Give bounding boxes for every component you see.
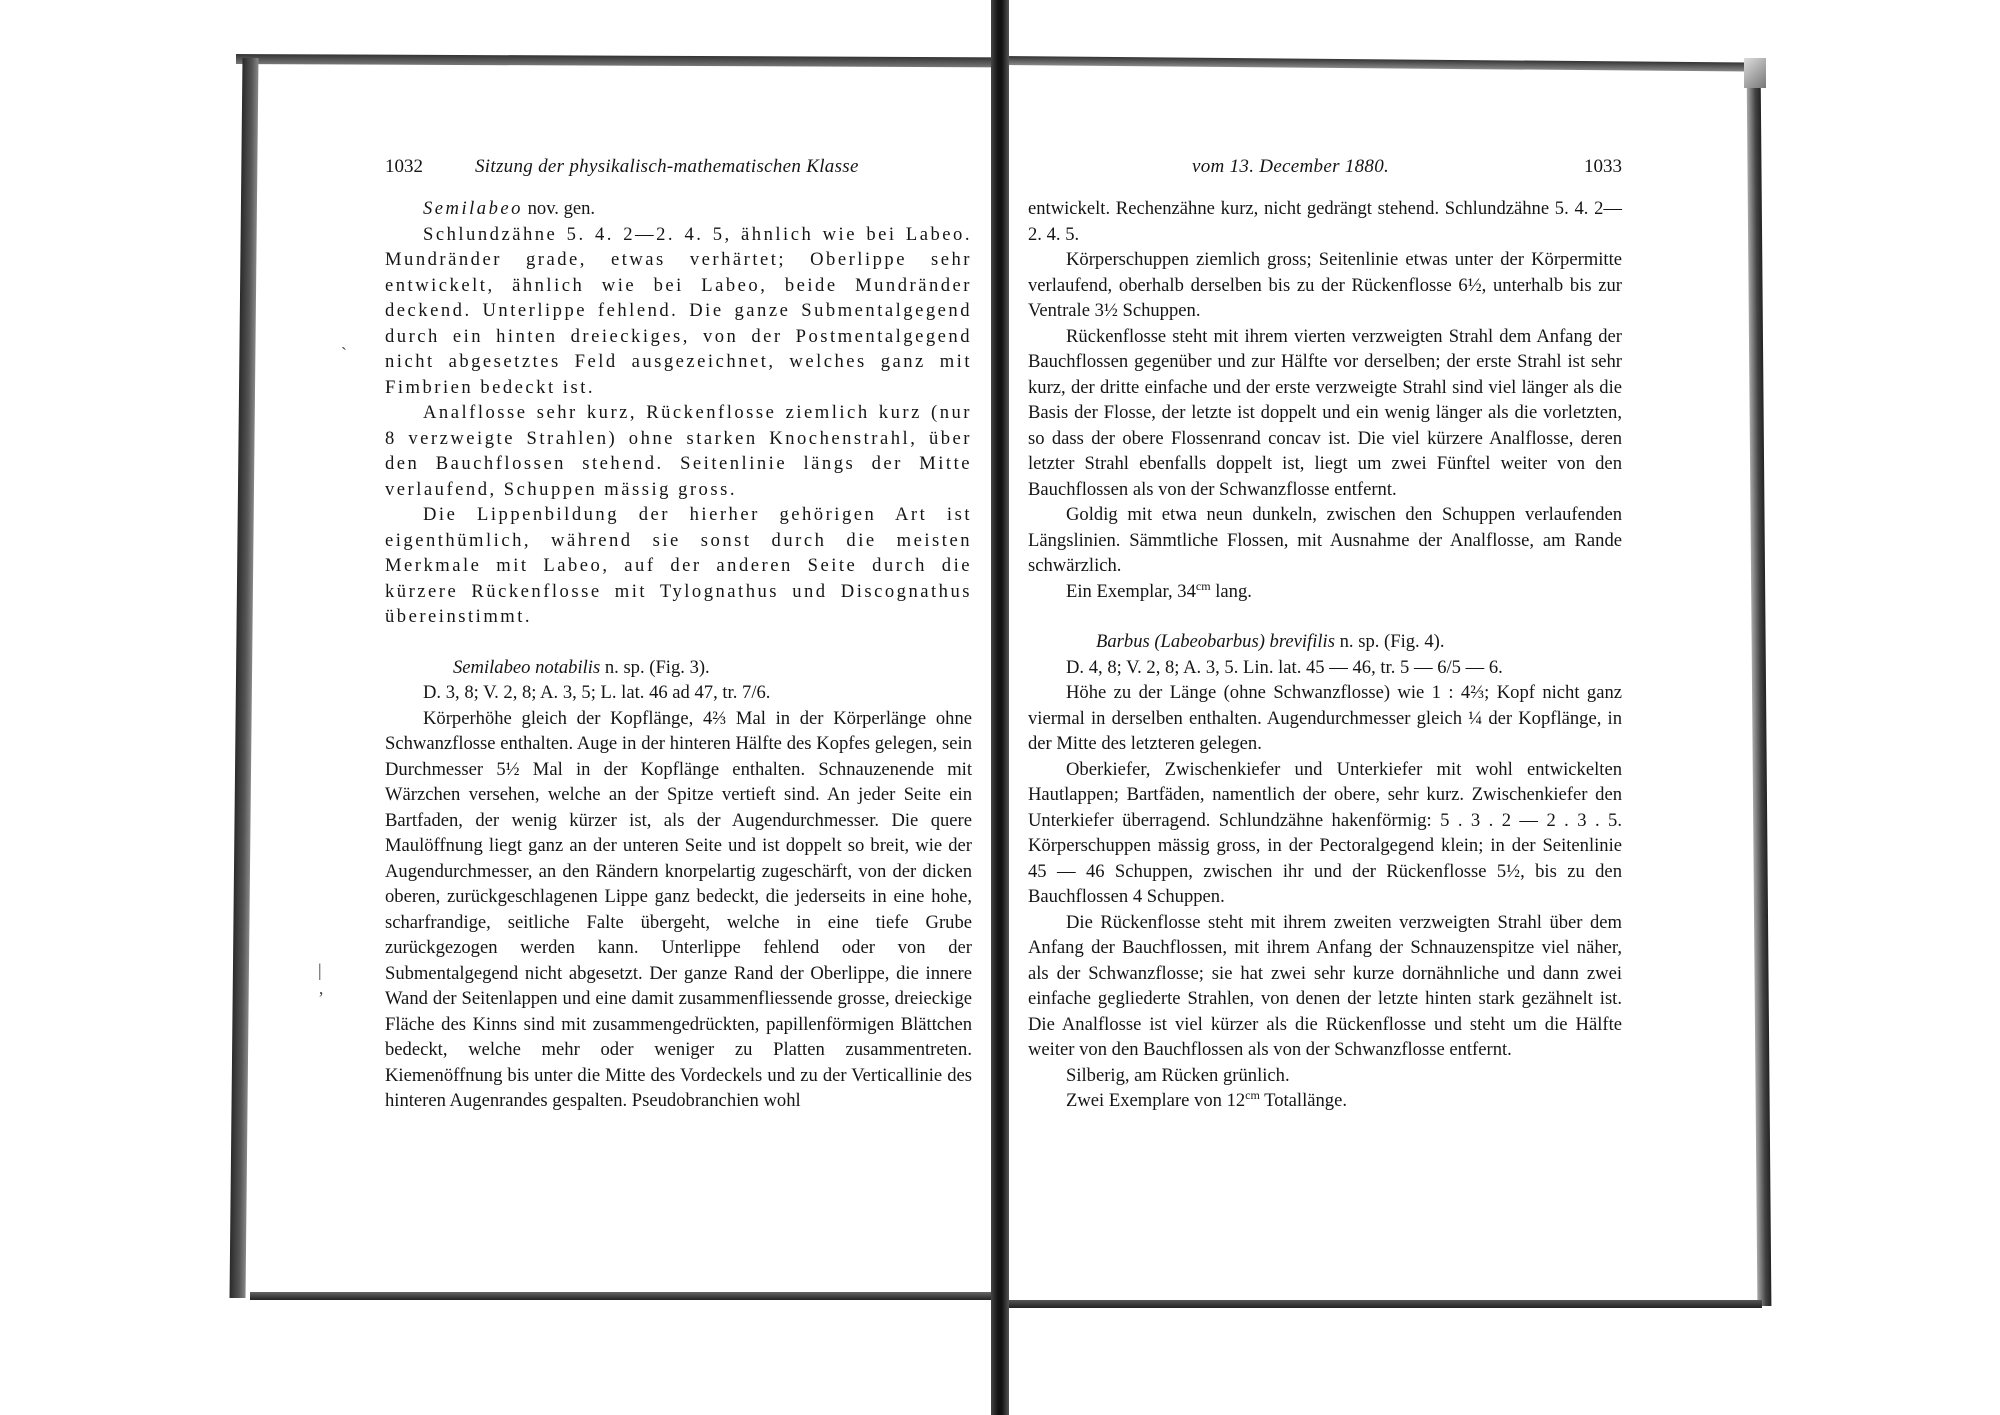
right-page-header xyxy=(1028,156,1622,196)
scales-paragraph: Körperschuppen ziemlich gross; Seitenlinie etwas unter der Körpermitte verlaufend, oberhalb derselben bis zu der Rückenflosse 6½, unterhalb bis zur Ventrale 3½ Schuppen. xyxy=(1028,249,1622,321)
species-description: Körperhöhe gleich der Kopflänge, 4⅔ Mal in der Körperlänge ohne Schwanzflosse enthalten. Auge in der hinteren Hälfte des Kopfes gelegen, sein Durchmesser 5½ Mal in der Kopflänge enthalten. Schnauzenende mit Wärzchen versehen, welche an der Spitze vertieft sind. An jeder Seite ein Bartfaden, der wenig kürzer ist, als der Augendurchmesser. Die quere Maulöffnung liegt ganz an der unteren Seite und ist doppelt so breit, wie der Augendurchmesser, an den Rändern knorpelartig zugeschärft, von der dicken oberen, zurückgeschlagenen Lippe ganz bedeckt, die jederseits in eine hohe, scharfrandige, seitliche Falte übergeht, welche in eine tiefe Grube zurückgezogen werden kann. Unterlippe fehlend oder von der Submentalgegend nicht abgesetzt. Der ganze Rand der Oberlippe, die innere Wand der Seitenlappen und eine damit zusammenfliessende grosse, dreieckige Fläche des Kinns sind mit zusammengedrückten, papillenförmigen Blättchen bedeckt, welche mehr oder weniger zu Platten zusammentreten. Kiemenöffnung bis unter die Mitte des Vordeckels und zu der Verticallinie des hinteren Augenrandes gespalten. Pseudobranchien wohl xyxy=(385,707,972,1111)
left-page xyxy=(385,156,972,1114)
page-number: 1032 xyxy=(385,156,423,177)
species-name: Barbus (Labeobarbus) brevifilis xyxy=(1096,631,1335,652)
book-edge-bottom-right xyxy=(1002,1300,1762,1308)
specimens-suffix: Totallänge. xyxy=(1259,1090,1348,1111)
margin-mark: ˎ xyxy=(341,330,347,350)
right-page xyxy=(1028,156,1622,1114)
fins-paragraph: Die Rückenflosse steht mit ihrem zweiten verzweigten Strahl über dem Anfang der Bauchflossen, mit ihrem Anfang der Schnauzenspitze viel näher, als der Schwanzflosse; sie hat zwei sehr kurze dornähnliche und dann zwei einfache gegliederte Strahlen, von denen der letzte hinten stark gezähnelt ist. Die Analflosse ist viel kürzer als die Rückenflosse und steht um die Hälfte weiter von den Bauchflossen als von der Schwanzflosse entfernt. xyxy=(1028,911,1622,1060)
specimen-text: Ein Exemplar, 34 xyxy=(1066,580,1196,602)
species-status: n. sp. (Fig. 3). xyxy=(600,656,710,678)
book-edge-left xyxy=(230,58,259,1298)
page-corner-fold xyxy=(1744,58,1766,88)
coloration-paragraph: Goldig mit etwa neun dunkeln, zwischen den Schuppen verlaufenden Längslinien. Sämmtliche Flossen, mit Ausnahme der Analflosse, am Rande schwärzlich. xyxy=(1028,504,1622,576)
specimens-text: Zwei Exemplare von 12 xyxy=(1066,1090,1246,1111)
book-edge-top-left xyxy=(236,54,1002,67)
species-status: n. sp. (Fig. 4). xyxy=(1334,631,1445,652)
running-title: Sitzung der physikalisch-mathematischen Klasse xyxy=(475,156,859,177)
species-heading xyxy=(385,655,972,681)
fin-formula: D. 3, 8; V. 2, 8; A. 3, 5; L. lat. 46 ad 47, tr. 7/6. xyxy=(423,682,771,703)
specimens-unit: cm xyxy=(1245,1087,1260,1102)
left-page-header xyxy=(385,156,972,196)
page-number: 1033 xyxy=(1584,156,1622,177)
section-gap xyxy=(1028,604,1622,629)
specimen-unit: cm xyxy=(1195,578,1211,593)
coloration-line: Silberig, am Rücken grünlich. xyxy=(1066,1064,1290,1086)
book-gutter xyxy=(991,0,1009,1415)
fins-paragraph: Rückenflosse steht mit ihrem vierten verzweigten Strahl dem Anfang der Bauchflossen gegenüber und zur Hälfte vor derselben; der erste Strahl ist sehr kurz, der dritte einfache und der erste verzweigte Strahl sind viel länger als die Basis der Flosse, der letzte ist doppelt und ein wenig länger als die vorletzten, so dass der obere Flossenrand concav ist. Die viel kürzere Analflosse, deren letzter Strahl ebenfalls doppelt ist, liegt um zwei Fünftel weiter von den Bauchflossen als von der Schwanzflosse entfernt. xyxy=(1028,325,1622,500)
species-name: Semilabeo notabilis xyxy=(453,656,601,678)
book-edge-bottom-left xyxy=(250,1292,1002,1300)
genus-fins-paragraph: Analflosse sehr kurz, Rückenflosse ziemlich kurz (nur 8 verzweigte Strahlen) ohne starken Knochenstrahl, über den Bauchflossen stehend. Seitenlinie längs der Mitte verlaufend, Schuppen mässig gross. xyxy=(385,402,972,500)
continued-paragraph: entwickelt. Rechenzähne kurz, nicht gedrängt stehend. Schlundzähne 5. 4. 2—2. 4. 5. xyxy=(1028,198,1622,245)
margin-mark: ʼ xyxy=(318,988,324,1008)
margin-mark: | xyxy=(318,960,322,980)
proportions-paragraph: Höhe zu der Länge (ohne Schwanzflosse) wie 1 : 4⅔; Kopf nicht ganz viermal in derselben enthalten. Augendurchmesser gleich ¼ der Kopflänge, in der Mitte des letzteren gelegen. xyxy=(1028,682,1622,754)
genus-diagnosis-paragraph: Schlundzähne 5. 4. 2—2. 4. 5, ähnlich wie bei Labeo. Mundränder grade, etwas verhärtet; Oberlippe sehr entwickelt, ähnlich wie bei Labeo, beide Mundränder deckend. Unterlippe fehlend. Die ganze Submentalgegend durch ein hinten dreieckiges, von der Postmentalgegend nicht abgesetztes Feld ausgezeichnet, welches ganz mit Fimbrien bedeckt ist. xyxy=(385,223,972,398)
genus-heading xyxy=(385,196,972,222)
genus-remarks-paragraph: Die Lippenbildung der hierher gehörigen Art ist eigenthümlich, während sie sonst durch die meisten Merkmale mit Labeo, auf der anderen Seite durch die kürzere Rückenflosse mit Tylognathus und Discognathus übereinstimmt. xyxy=(385,504,972,627)
genus-name: Semilabeo xyxy=(423,198,523,219)
specimens-line xyxy=(1028,1088,1622,1114)
jaws-paragraph: Oberkiefer, Zwischenkiefer und Unterkiefer mit wohl entwickelten Hautlappen; Bartfäden, namentlich der obere, sehr kurz. Zwischenkiefer den Unterkiefer überragend. Schlundzähne hakenförmig: 5 . 3 . 2 — 2 . 3 . 5. Körperschuppen mässig gross, in der Pectoralgegend klein; in der Seitenlinie 45 — 46 Schuppen, zwischen ihr und der Rückenflosse 5½, bis zu den Bauchflossen 4 Schuppen. xyxy=(1028,758,1622,907)
section-gap xyxy=(385,630,972,655)
specimen-suffix: lang. xyxy=(1210,580,1252,602)
species-heading xyxy=(1028,629,1622,655)
genus-status: nov. gen. xyxy=(522,198,596,219)
fin-formula: D. 4, 8; V. 2, 8; A. 3, 5. Lin. lat. 45 — 46, tr. 5 — 6/5 — 6. xyxy=(1066,656,1503,678)
book-edge-top-right xyxy=(1002,56,1762,72)
book-edge-right xyxy=(1747,66,1772,1306)
running-title: vom 13. December 1880. xyxy=(1192,156,1390,177)
specimen-line xyxy=(1028,579,1622,605)
